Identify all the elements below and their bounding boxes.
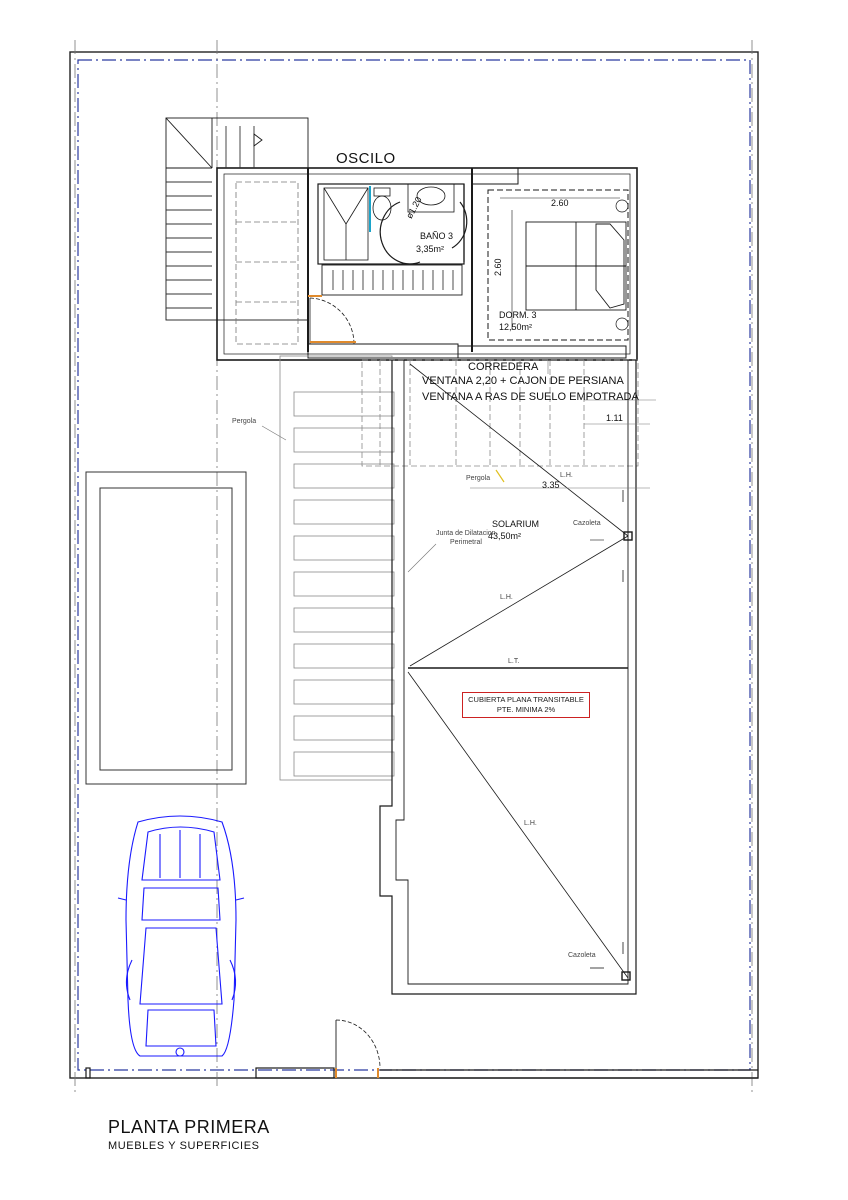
pergola-slat bbox=[294, 716, 394, 740]
staircase bbox=[166, 118, 308, 320]
solarium-name: SOLARIUM bbox=[492, 519, 540, 529]
pergola-slat bbox=[294, 680, 394, 704]
flat-roof-note-line-1: CUBIERTA PLANA TRANSITABLE bbox=[468, 695, 584, 704]
expansion-joint-label-2: Perimetral bbox=[450, 539, 482, 546]
pergola-slat bbox=[294, 608, 394, 632]
flat-roof-note bbox=[462, 692, 590, 718]
pergola-slat bbox=[294, 392, 394, 416]
flat-roof-note-line-2: PTE. MINIMA 2% bbox=[496, 705, 556, 714]
bedroom-depth-dimension: 2.60 bbox=[493, 258, 503, 276]
solarium-roof bbox=[262, 360, 656, 994]
front-wall-gate bbox=[86, 1020, 758, 1078]
turning-circle-dimension: ø1.20 bbox=[404, 195, 424, 221]
bathroom-name: BAÑO 3 bbox=[420, 231, 454, 241]
swimming-pool bbox=[86, 472, 246, 784]
pergola-label-left: Pergola bbox=[232, 418, 257, 425]
slope-label-lh-2: L.H. bbox=[500, 594, 513, 601]
window-spec-1: VENTANA 2,20 + CAJON DE PERSIANA bbox=[422, 375, 624, 387]
bedroom-width-dimension: 2.60 bbox=[551, 198, 569, 208]
pergola-slat bbox=[294, 428, 394, 452]
bedroom-name: DORM. 3 bbox=[499, 310, 537, 320]
bedroom-area: 12,50m² bbox=[499, 322, 533, 332]
bathroom-area: 3,35m² bbox=[416, 244, 445, 254]
upper-floor-walls bbox=[217, 168, 637, 360]
window-wall bbox=[308, 342, 626, 374]
pergola-slat bbox=[294, 752, 394, 776]
dimension-1-11: 1.11 bbox=[606, 413, 623, 423]
sliding-door-label: CORREDERA bbox=[468, 361, 539, 373]
window-oscilo-label: OSCILO bbox=[336, 150, 396, 167]
plan-subtitle: MUEBLES Y SUPERFICIES bbox=[108, 1140, 260, 1152]
drain-label-bottom: Cazoleta bbox=[568, 952, 596, 959]
pergola-slat bbox=[294, 464, 394, 488]
limit-label-lt: L.T. bbox=[508, 658, 520, 665]
expansion-joint-label-1: Junta de Dilatacion bbox=[436, 530, 496, 537]
car-icon bbox=[118, 816, 244, 1056]
window-spec-2: VENTANA A RAS DE SUELO EMPOTRADA bbox=[422, 391, 639, 403]
drain-label-top: Cazoleta bbox=[573, 520, 601, 527]
pergola-label-right: Pergola bbox=[466, 475, 491, 482]
slope-label-lh-3: L.H. bbox=[524, 820, 537, 827]
plan-title: PLANTA PRIMERA bbox=[108, 1117, 270, 1137]
dimension-3-35: 3.35 bbox=[542, 480, 560, 490]
corridor-door bbox=[308, 296, 354, 344]
pergola-slat bbox=[294, 644, 394, 668]
pergola-slat bbox=[294, 572, 394, 596]
slope-label-lh-1: L.H. bbox=[560, 472, 573, 479]
pergola-slat bbox=[294, 536, 394, 560]
solarium-area: 43,50m² bbox=[488, 531, 522, 541]
pergola-slat bbox=[294, 500, 394, 524]
